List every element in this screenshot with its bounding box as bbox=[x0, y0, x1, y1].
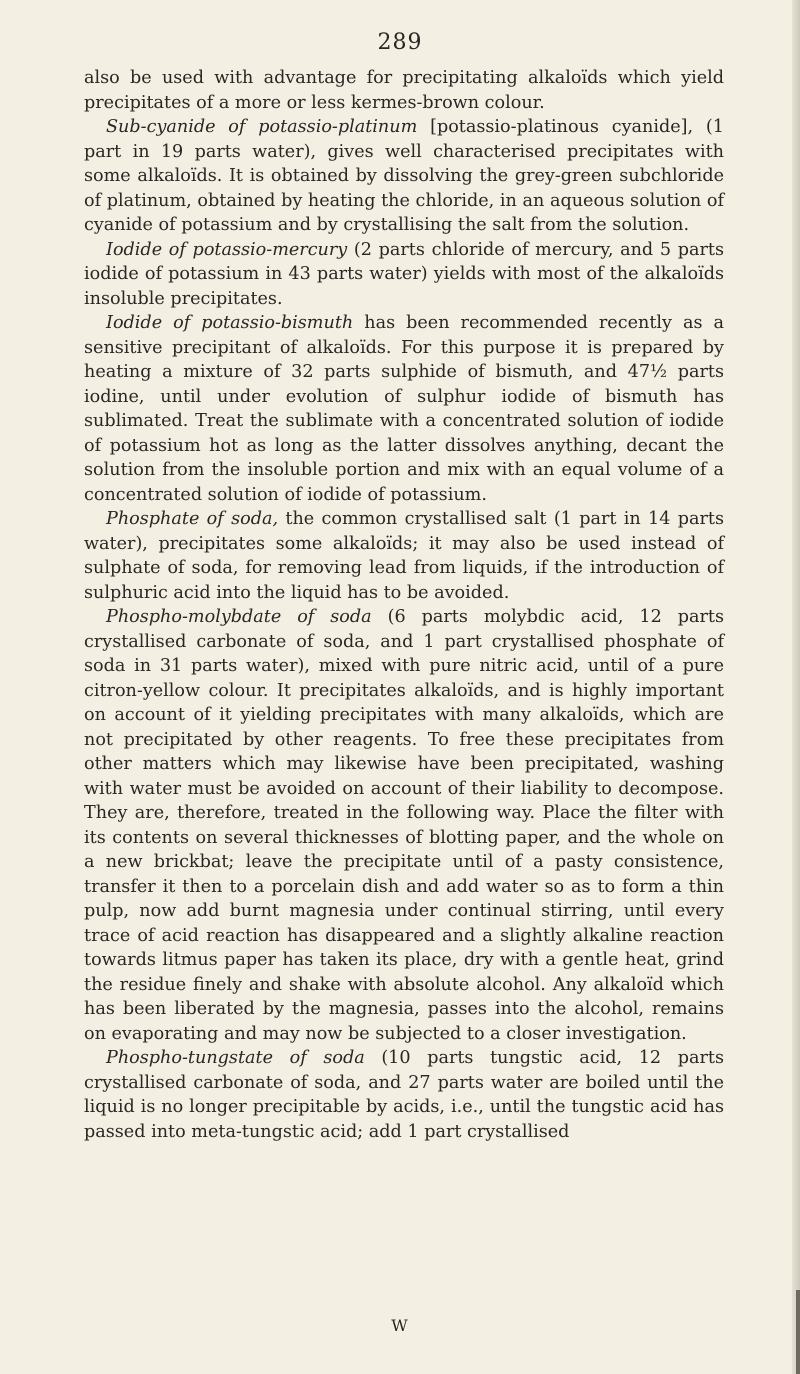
paragraph-lead: Phospho-molybdate of soda bbox=[106, 607, 372, 627]
paragraph-text: [potassio-platinous cyanide], (1 part in 19 parts water), gives well characterised precipitates with some alkaloïds. It is obtained by dissolving the grey-green subchloride of platinum, obtained by heating the chloride, in an aqueous solution of cyanide of potassium and by crystallising the salt from the solution. bbox=[84, 117, 724, 235]
paragraph-iodide-mercury bbox=[84, 238, 724, 312]
paragraph-sub-cyanide bbox=[84, 115, 724, 238]
paragraph-phospho-tungstate bbox=[84, 1046, 724, 1144]
paragraph-lead: Phosphate of soda, bbox=[106, 509, 279, 529]
page-number: 289 bbox=[377, 30, 423, 55]
paragraph-lead: Iodide of potassio-bismuth bbox=[106, 313, 354, 333]
paragraph-continuation bbox=[84, 66, 724, 115]
paragraph-lead: Iodide of potassio-mercury bbox=[106, 239, 348, 260]
paragraph-phosphate bbox=[84, 507, 724, 605]
paragraph-text: also be used with advantage for precipitating alkaloïds which yield precipitates of a more or less kermes-brown colour. bbox=[84, 68, 724, 113]
paragraph-iodide-bismuth bbox=[84, 311, 724, 507]
paragraph-text: the common crystallised salt (1 part in 14 parts water), precipitates some alkaloïds; it may also be used instead of sulphate of soda, for removing lead from liquids, if the introduction of sulphuric acid into the liquid has to be avoided. bbox=[84, 509, 724, 603]
paragraph-phospho-molybdate bbox=[84, 605, 724, 1046]
paragraph-lead: Phospho-tungstate of soda bbox=[106, 1048, 365, 1068]
body-text bbox=[84, 66, 724, 1144]
paragraph-text: (2 parts chloride of mercury, and 5 parts iodide of potassium in 43 parts water) yields with most of the alkaloïds insoluble precipitates. bbox=[84, 239, 724, 309]
paragraph-text: (6 parts molybdic acid, 12 parts crystallised carbonate of soda, and 1 part crystallised phosphate of soda in 31 parts water), mixed with pure nitric acid, until of a pure citron-yellow colour. It precipitates alkaloïds, and is highly important on account of it yielding precipitates with many alkaloïds, which are not precipitated by other reagents. To free these precipitates from other matters which may likewise have been precipitated, washing with water must be avoided on account of their liability to decompose. They are, therefore, treated in the following way. Place the filter with its contents on several thicknesses of blotting paper, and the whole on a new brickbat; leave the precipitate until of a pasty consistence, transfer it then to a porcelain dish and add water so as to form a thin pulp, now add burnt magnesia under continual stirring, until every trace of acid reaction has disappeared and a slightly alkaline reaction towards litmus paper has taken its place, dry with a gentle heat, grind the residue finely and shake with absolute alcohol. Any alkaloïd which has been liberated by the magnesia, passes into the alcohol, remains on evaporating and may now be subjected to a closer investigation. bbox=[84, 607, 724, 1044]
signature-mark: W bbox=[391, 1316, 409, 1335]
page-edge bbox=[792, 0, 800, 1374]
paragraph-lead: Sub-cyanide of potassio-platinum bbox=[106, 117, 418, 137]
paragraph-text: (10 parts tungstic acid, 12 parts crystallised carbonate of soda, and 27 parts water are boiled until the liquid is no longer precipitable by acids, i.e., until the tungstic acid has passed into meta-tungstic acid; add 1 part crystallised bbox=[84, 1048, 724, 1142]
paragraph-text: has been recommended recently as a sensitive precipitant of alkaloïds. For this purpose it is prepared by heating a mixture of 32 parts sulphide of bismuth, and 47½ parts iodine, until under evolution of sulphur iodide of bismuth has sublimated. Treat the sublimate with a concentrated solution of iodide of potassium hot as long as the latter dissolves anything, decant the solution from the insoluble portion and mix with an equal volume of a concentrated solution of iodide of potassium. bbox=[84, 313, 724, 505]
